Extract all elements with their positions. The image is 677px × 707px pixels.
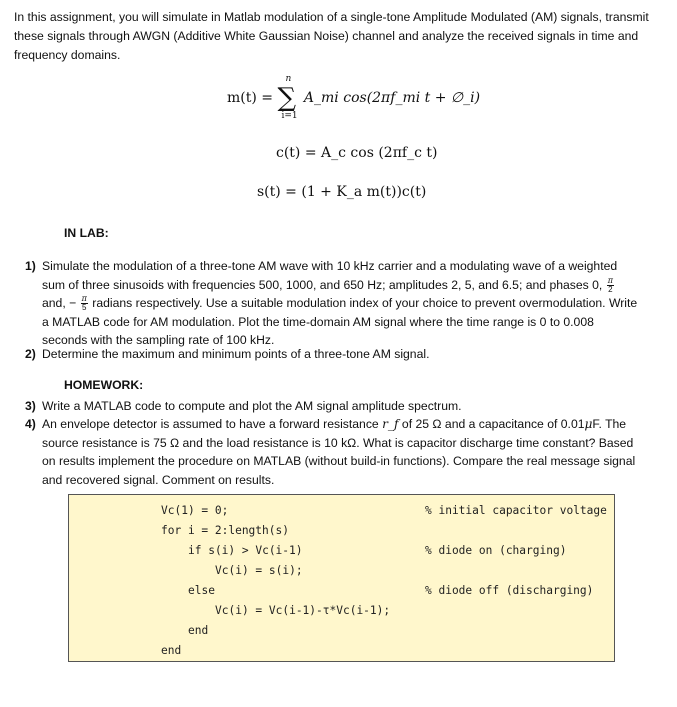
equation-m-rhs: A_mi cos(2πf_mi t + ∅_i) <box>303 90 481 106</box>
homework-heading: HOMEWORK: <box>64 378 144 392</box>
item-number: 4) <box>25 417 36 431</box>
summation-lower: i=1 <box>281 111 298 121</box>
code-line: else <box>188 584 215 597</box>
inlab-item-1-mid: and, − <box>42 296 77 311</box>
fraction-pi-over-5: $\frac{\pi}{5}$ <box>81 294 87 313</box>
homework-item-3-text: Write a MATLAB code to compute and plot the AM signal amplitude spectrum. <box>42 399 462 413</box>
summation <box>277 74 299 121</box>
inlab-item-2 <box>25 345 642 364</box>
homework-item-4-text-a: An envelope detector is assumed to have a forward resistance <box>42 417 379 431</box>
inlab-item-1 <box>25 257 642 350</box>
equation-s: s(t) = (1 + K_a m(t))c(t) <box>257 184 427 200</box>
code-line: end <box>161 644 182 657</box>
item-number: 1) <box>25 259 36 273</box>
equation-m <box>227 74 481 121</box>
homework-item-4 <box>25 415 642 489</box>
code-line: if s(i) > Vc(i-1) <box>188 544 303 557</box>
inlab-item-1-text-a: Simulate the modulation of a three-tone AM wave with 10 kHz carrier and a modulating wave of a weighted sum of three sinusoids with frequencies 500, 1000, and 650 Hz; amplitudes 2, 5, and 6.5; and phases 0, <box>42 259 618 292</box>
inlab-item-1-text-b: radians respectively. Use a suitable modulation index of your choice to prevent overmodulation. Write a MATLAB code for AM modulation. Plot the time-domain AM signal where the time range is 0 to 0.008 seconds with the sampling rate of 100 kHz. <box>42 296 638 348</box>
item-number: 3) <box>25 399 36 413</box>
code-line: for i = 2:length(s) <box>161 524 289 537</box>
code-comment: % diode off (discharging) <box>425 584 594 597</box>
inlab-item-2-text: Determine the maximum and minimum points of a three-tone AM signal. <box>42 347 430 361</box>
intro-paragraph: In this assignment, you will simulate in Matlab modulation of a single-tone Amplitude Modulated (AM) signals, transmit these signals through AWGN (Additive White Gaussian Noise) channel and analyze the received signals in time and frequency domains. <box>14 10 649 62</box>
code-line: Vc(i) = Vc(i-1)-τ*Vc(i-1); <box>215 604 391 617</box>
item-number: 2) <box>25 347 36 361</box>
summation-upper: n <box>285 74 292 84</box>
micro-symbol: μ <box>584 417 593 431</box>
code-comment: % initial capacitor voltage <box>425 504 607 517</box>
equation-c: c(t) = A_c cos (2πf_c t) <box>276 145 438 161</box>
homework-item-4-text-b: of 25 Ω and a capacitance of 0.01 <box>401 417 585 431</box>
forward-resistance-symbol: r_f <box>382 417 399 431</box>
code-line: end <box>188 624 209 637</box>
code-line: Vc(i) = s(i); <box>215 564 303 577</box>
sigma-icon: ∑ <box>277 83 297 113</box>
equation-m-lhs: m(t) = <box>227 90 274 106</box>
code-comment: % diode on (charging) <box>425 544 567 557</box>
inlab-heading: IN LAB: <box>64 226 109 240</box>
homework-item-4-text-c: F. The source resistance is 75 Ω and the load resistance is 10 kΩ. What is capacitor discharge time constant? Based on results implement the procedure on MATLAB (without build-in functions). Compare the real message signal and recovered signal. Comment on results. <box>42 417 636 487</box>
code-line: Vc(1) = 0; <box>161 504 229 517</box>
fraction-pi-over-2: $\frac{\pi}{2}$ <box>607 275 613 294</box>
homework-item-3 <box>25 397 642 416</box>
code-block <box>68 494 615 662</box>
